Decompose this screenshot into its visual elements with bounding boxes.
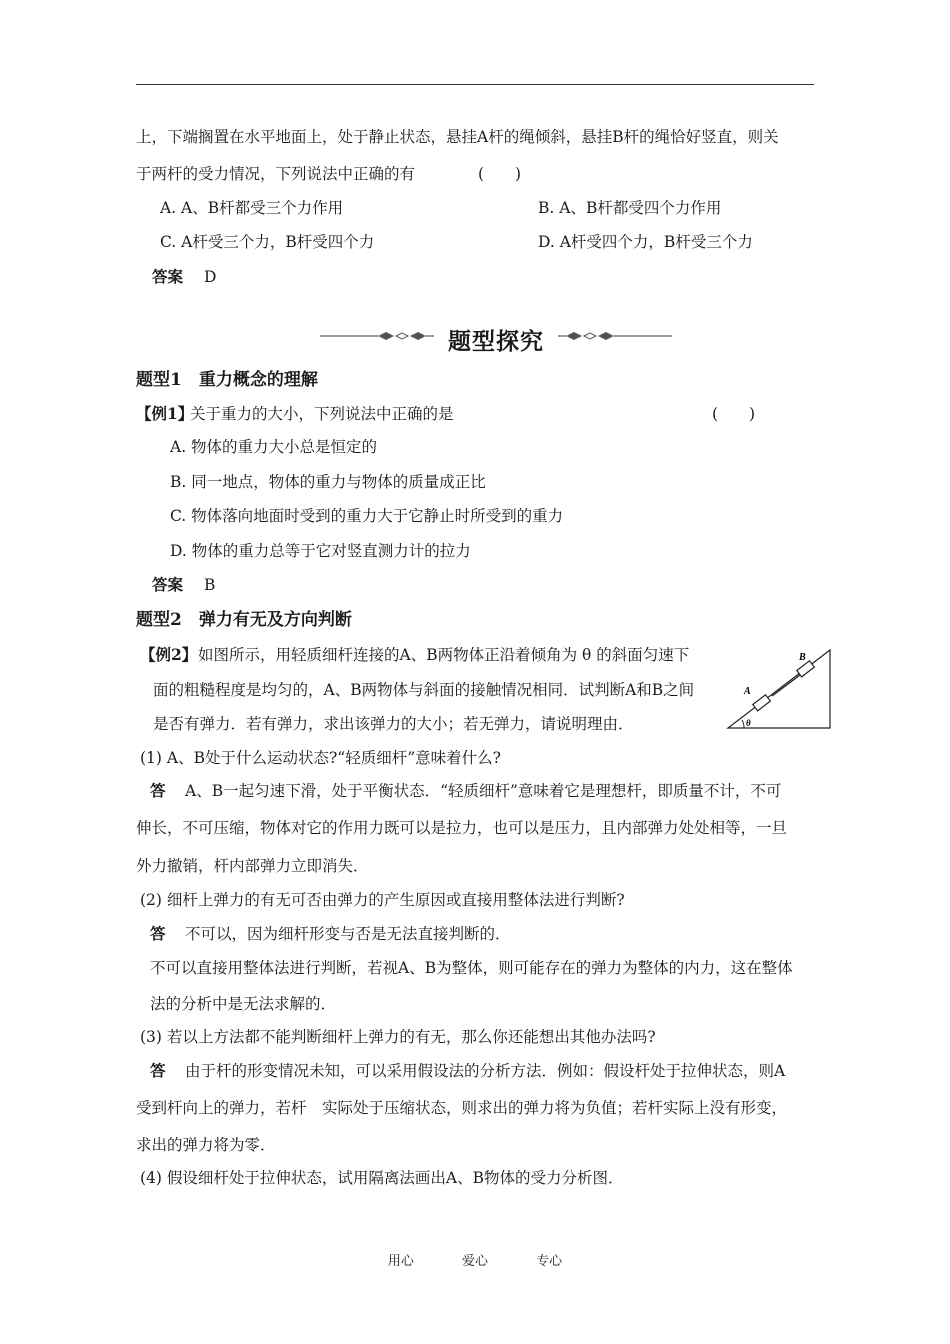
incline-diagram — [726, 640, 836, 732]
sub-answer-1-line-3: 外力撤销，杆内部弹力立即消失． — [136, 857, 369, 875]
type1-heading: 题型1 重力概念的理解 — [136, 370, 318, 390]
page-footer — [0, 1250, 950, 1269]
example1-option-a: A. 物体的重力大小总是恒定的 — [170, 438, 378, 456]
label-theta: θ — [746, 718, 751, 728]
prev-option-c: C. A杆受三个力，B杆受四个力 — [160, 233, 375, 251]
prev-option-a: A. A、B杆都受三个力作用 — [160, 199, 344, 217]
prev-question-answer-paren: ( ) — [478, 165, 522, 183]
prev-option-d: D. A杆受四个力，B杆受三个力 — [538, 233, 753, 251]
label-b: B — [799, 652, 806, 663]
sub-answer-2-label: 答 — [150, 924, 166, 943]
example1-answer-value: B — [204, 576, 216, 594]
prev-option-b: B. A、B杆都受四个力作用 — [538, 199, 722, 217]
example2-question-line-2: 面的粗糙程度是均匀的，A、B两物体与斜面的接触情况相同．试判断A和B之间 — [153, 681, 695, 699]
example2-question-line-1: 如图所示，用轻质细杆连接的A、B两物体正沿着倾角为 θ 的斜面匀速下 — [198, 646, 690, 664]
example1-question: 关于重力的大小，下列说法中正确的是 — [190, 405, 454, 423]
type2-heading: 题型2 弹力有无及方向判断 — [136, 610, 352, 630]
prev-question-line-2: 于两杆的受力情况，下列说法中正确的有 — [136, 165, 416, 183]
section-title: 题型探究 — [448, 328, 544, 355]
sub-answer-1-line-2: 伸长，不可压缩，物体对它的作用力既可以是拉力，也可以是压力，且内部弹力处处相等，一旦 — [136, 819, 788, 837]
example1-label: 【例1】 — [136, 404, 194, 423]
sub-answer-1-line-1: A、B一起匀速下滑，处于平衡状态．“轻质细杆”意味着它是理想杆，即质量不计，不可 — [185, 782, 782, 800]
sub-answer-2-line-1: 不可以，因为细杆形变与否是无法直接判断的． — [185, 925, 511, 943]
example2-label: 【例2】 — [140, 645, 198, 664]
sub-answer-3-label: 答 — [150, 1061, 166, 1080]
footer-text-3: 专心 — [536, 1254, 563, 1269]
footer-text-2: 爱心 — [461, 1254, 488, 1269]
footer-text-1: 用心 — [387, 1254, 414, 1269]
prev-answer-value: D — [204, 268, 217, 286]
sub-answer-2-line-3: 法的分析中是无法求解的． — [150, 995, 337, 1013]
sub-question-1: (1) A、B处于什么运动状态?“轻质细杆”意味着什么? — [140, 749, 501, 767]
sub-answer-3-line-1: 由于杆的形变情况未知，可以采用假设法的分析方法．例如：假设杆处于拉伸状态，则A — [185, 1062, 786, 1080]
sub-question-3: (3) 若以上方法都不能判断细杆上弹力的有无，那么你还能想出其他办法吗? — [140, 1028, 656, 1046]
example1-option-b: B. 同一地点，物体的重力与物体的质量成正比 — [170, 473, 486, 491]
sub-question-2: (2) 细杆上弹力的有无可否由弹力的产生原因或直接用整体法进行判断? — [140, 891, 625, 909]
example1-option-d: D. 物体的重力总等于它对竖直测力计的拉力 — [170, 542, 471, 560]
example1-option-c: C. 物体落向地面时受到的重力大于它静止时所受到的重力 — [170, 507, 564, 525]
sub-answer-3-line-3: 求出的弹力将为零． — [136, 1136, 276, 1154]
example2-question-line-3: 是否有弹力．若有弹力，求出该弹力的大小；若无弹力，请说明理由． — [153, 715, 634, 733]
example1-answer-paren: ( ) — [712, 405, 756, 423]
sub-answer-2-line-2: 不可以直接用整体法进行判断，若视A、B为整体，则可能存在的弹力为整体的内力，这在整体 — [150, 959, 793, 977]
sub-answer-1-label: 答 — [150, 781, 166, 800]
sub-question-4: (4) 假设细杆处于拉伸状态，试用隔离法画出A、B物体的受力分析图． — [140, 1169, 624, 1187]
prev-answer-label: 答案 — [152, 267, 184, 286]
label-a: A — [744, 686, 751, 697]
example1-answer-label: 答案 — [152, 575, 184, 594]
sub-answer-3-line-2: 受到杆向上的弹力，若杆 实际处于压缩状态，则求出的弹力将为负值；若杆实际上没有形变， — [136, 1099, 788, 1117]
header-rule — [136, 84, 814, 85]
prev-question-line-1: 上，下端搁置在水平地面上，处于静止状态，悬挂A杆的绳倾斜，悬挂B杆的绳恰好竖直，则关 — [136, 128, 779, 146]
section-banner — [316, 320, 676, 355]
